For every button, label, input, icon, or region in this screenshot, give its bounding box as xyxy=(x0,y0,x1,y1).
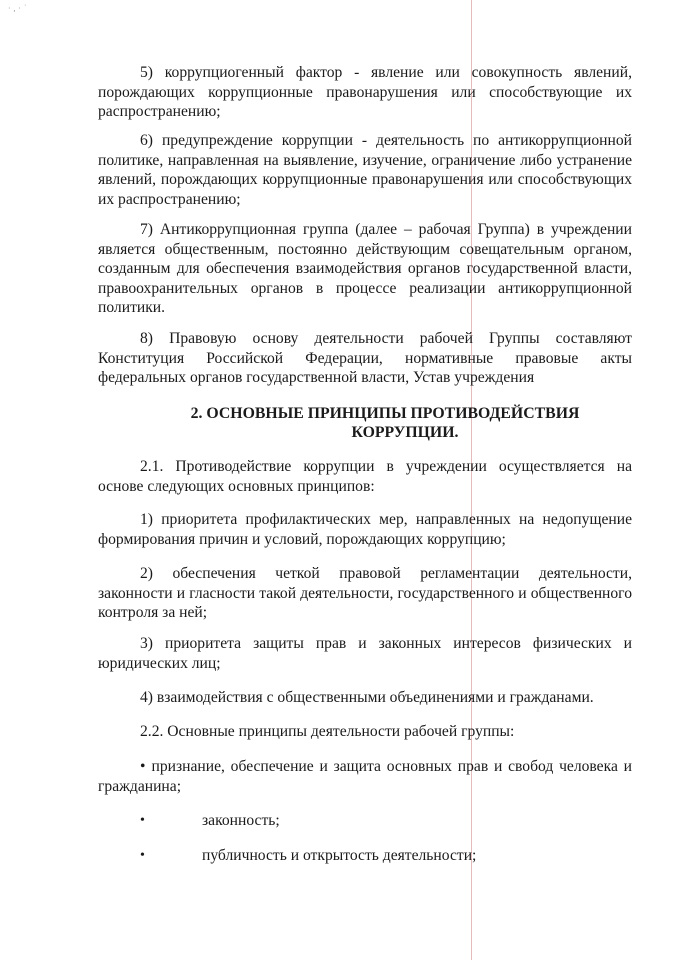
section-heading-line-1: 2. ОСНОВНЫЕ ПРИНЦИПЫ ПРОТИВОДЕЙСТВИЯ xyxy=(190,405,580,422)
principle-3 xyxy=(98,634,632,673)
paragraph-7-text: 7) Антикоррупционная группа (далее – рабочая Группа) в учреждении является общественным, постоянно действующим совещательным органом, созданным для обеспечения взаимодействия органов государственной власти, правоохранительных органов в процессе реализации антикоррупционной политики. xyxy=(98,221,632,316)
paragraph-2-1 xyxy=(98,457,632,496)
paragraph-6-text: 6) предупреждение коррупции - деятельность по антикоррупционной политике, направленная на выявление, изучение, ограничение либо устранение явлений, порождающих коррупционные правонарушения или способствующих их распространению; xyxy=(98,132,632,208)
bullet-item-2-text: законность; xyxy=(202,812,280,829)
principle-4-text: 4) взаимодействия с общественными объединениями и гражданами. xyxy=(140,689,594,706)
paragraph-8-text: 8) Правовую основу деятельности рабочей Группы составляют Конституция Российской Федерации, нормативные правовые акты федеральных органов государственной власти, Устав учреждения xyxy=(98,330,632,386)
bullet-item-1 xyxy=(98,757,632,796)
scan-artifact: · ‚ · ˙ xyxy=(8,4,28,13)
bullet-icon: • xyxy=(140,813,145,828)
paragraph-5-text: 5) коррупциогенный фактор - явление или совокупность явлений, порождающих коррупционные правонарушения или способствующие их распространению; xyxy=(98,64,632,120)
paragraph-7 xyxy=(98,220,632,318)
principle-2-text: 2) обеспечения четкой правовой регламентации деятельности, законности и гласности такой деятельности, государственного и общественного контроля за ней; xyxy=(98,565,632,621)
paragraph-2-1-text: 2.1. Противодействие коррупции в учреждении осуществляется на основе следующих основных принципов: xyxy=(98,458,632,495)
bullet-item-3-text: публичность и открытость деятельности; xyxy=(202,847,477,864)
paragraph-2-2 xyxy=(98,722,632,742)
bullet-icon: • xyxy=(140,848,145,863)
bullet-item-1-line xyxy=(98,757,632,796)
paragraph-2-2-text: 2.2. Основные принципы деятельности рабочей группы: xyxy=(140,723,515,740)
principle-1 xyxy=(98,510,632,549)
section-heading-line-2: КОРРУПЦИИ. xyxy=(351,424,459,441)
bullet-icon: • xyxy=(140,758,146,775)
paragraph-8 xyxy=(98,329,632,388)
principle-1-text: 1) приоритета профилактических мер, направленных на недопущение формирования причин и условий, порождающих коррупцию; xyxy=(98,511,632,548)
paragraph-5 xyxy=(98,63,632,122)
principle-2 xyxy=(98,564,632,623)
bullet-item-1-text: признание, обеспечение и защита основных прав и свобод человека и гражданина; xyxy=(98,758,632,795)
paragraph-6 xyxy=(98,131,632,209)
principle-4 xyxy=(98,688,632,708)
section-heading xyxy=(150,404,620,442)
principle-3-text: 3) приоритета защиты прав и законных интересов физических и юридических лиц; xyxy=(98,635,632,672)
